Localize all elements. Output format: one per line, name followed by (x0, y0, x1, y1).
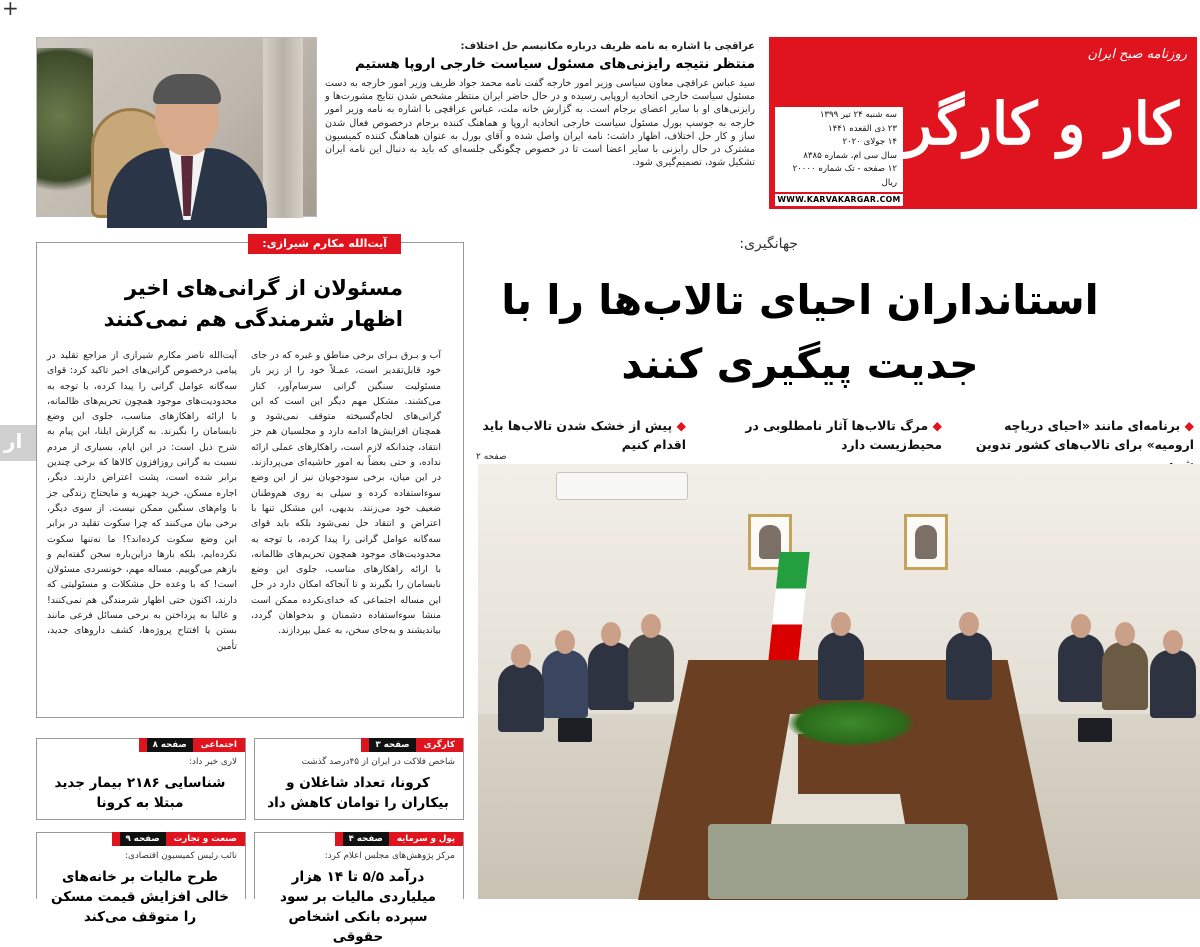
teaser-money-section: پول و سرمایه (396, 834, 455, 844)
top-story-body: سید عباس عراقچی معاون سیاسی وزیر امور خارجه گفت نامه محمد جواد ظریف وزیر امور خارجه به دست مسئول سیاست خارجی اتحادیه اروپایی رسیده و در حال حاضر ایران منتظر مشخص شدن نتایج مشورت‌ها و رایزنی‌های او با سایر اعضای برجام است. به گزارش خانه ملت، عباس عراقچی با اشاره به نامه وزیر امور خارجه به جوسپ بورل مسئول سیاست خارجی اتحادیه اروپا و هماهنگ کننده برجام درخصوص فعال شدن ساز و کار حل اختلاف، اظهار داشت: نامه ایران واصل شده و آقای بورل به عنوان هماهنگ کننده کمیسیون مشترک در حال رایزنی با سایر اعضا است تا در خصوص چگونگی جلسه‌ای که باید به دنبال این نامه ایران تشکیل شود، تصمیم‌گیری شود. (325, 78, 755, 169)
teaser-money-page: صفحه ۴ (343, 832, 389, 846)
lead-subhead-3 (476, 416, 686, 454)
issue-number: سال سی ام، شماره ۸۳۸۵ (803, 150, 897, 161)
editorial-columns (47, 348, 452, 654)
masthead-issue-info (775, 107, 903, 192)
bullet-icon: ◆ (1184, 418, 1194, 433)
teaser-labor-tag (361, 738, 463, 752)
teaser-labor-page: صفحه ۳ (369, 738, 415, 752)
teaser-social-kicker: لاری خبر داد: (189, 757, 237, 767)
teaser-social-page: صفحه ۸ (147, 738, 193, 752)
issue-date-lunar: ۲۳ ذی القعده ۱۴۴۱ (828, 123, 897, 134)
teaser-money[interactable] (254, 832, 464, 945)
top-story[interactable] (325, 40, 755, 169)
edge-ribbon (0, 425, 36, 461)
teaser-money-kicker: مرکز پژوهش‌های مجلس اعلام کرد: (324, 851, 455, 861)
teaser-industry-title[interactable]: طرح مالیات بر خانه‌های خالی افزایش قیمت مسکن را متوقف می‌کند (50, 869, 230, 925)
lead-kicker: جهانگیری: (739, 236, 798, 252)
teaser-money-title[interactable]: درآمد ۵/۵ تا ۱۴ هزار میلیاردی مالیات بر سود سپرده بانکی اشخاص حقوقی (280, 869, 436, 945)
teaser-labor-title[interactable]: کرونا، تعداد شاغلان و بیکاران را توامان کاهش داد (267, 775, 449, 811)
teaser-industry-section: صنعت و تجارت (173, 834, 237, 844)
teaser-social-title[interactable]: شناسایی ۲۱۸۶ بیمار جدید مبتلا به کرونا (54, 775, 226, 811)
editorial-box (36, 237, 464, 718)
masthead-url[interactable]: WWW.KARVAKARGAR.COM (775, 194, 903, 206)
lead-subhead-1-text: برنامه‌ای مانند «احیای دریاچه ارومیه» برای تالاب‌های کشور تدوین (975, 418, 1194, 452)
lead-page-ref[interactable]: صفحه ۲ (476, 452, 507, 462)
lead-subhead-3-text: پیش از خشک شدن تالاب‌ها باید اقدام کنیم (482, 418, 686, 452)
teaser-industry-page: صفحه ۹ (120, 832, 166, 846)
corner-plus-icon: + (2, 0, 19, 20)
air-conditioner (556, 472, 688, 500)
issue-date-gregorian: ۱۴ جولای ۲۰۲۰ (842, 137, 897, 147)
editorial-tag: آیت‌الله مکارم شیرازی: (248, 234, 401, 254)
masthead-tagline: روزنامه صبح ایران (1087, 47, 1187, 62)
issue-date-solar: سه شنبه ۲۴ تیر ۱۳۹۹ (819, 110, 897, 120)
teaser-labor[interactable] (254, 738, 464, 820)
lead-title[interactable]: استانداران احیای تالاب‌ها را با جدیت پیگیری کنند (501, 276, 1099, 388)
issue-price: ۱۲ صفحه - تک شماره ۲۰۰۰۰ ریال (792, 164, 897, 188)
teaser-labor-section: کارگری (423, 740, 455, 750)
teaser-social-tag (139, 738, 245, 752)
top-story-photo[interactable] (36, 37, 317, 217)
teaser-industry-tag (112, 832, 245, 846)
teaser-labor-kicker: شاخص فلاکت در ایران از ۴۵درصد گذشت (301, 757, 455, 767)
lead-subhead-2-text: مرگ تالاب‌ها آثار نامطلوبی در محیط‌زیست دارد (745, 418, 942, 452)
teaser-industry[interactable] (36, 832, 246, 925)
teaser-social-section: اجتماعی (200, 740, 237, 750)
bullet-icon: ◆ (676, 418, 686, 433)
editorial-title[interactable]: مسئولان از گرانی‌های اخیر اظهار شرمندگی هم نمی‌کنند (103, 276, 403, 331)
teaser-social[interactable] (36, 738, 246, 820)
lead-photo[interactable] (478, 464, 1200, 899)
edge-ribbon-text: ار (4, 429, 23, 453)
masthead-logo[interactable]: کار و کارگر (904, 90, 1179, 158)
teaser-money-tag (335, 832, 463, 846)
editorial-column-left: آب و بـرق بـرای برخی مناطق و غیره که در جای خود قابل‌تقدیر است، عمـلاً خود را از زیر بار مسئولیت سنگین گرانی سرسام‌آور، کنار می‌کشند. مشکل مهم دیگر این است که این گرانی‌های لجام‌گسیخته متوقف نمی‌شود و همچنان افزایش‌ها ادامه دارد و مجلسیان هم جز انتقاد، چندانکه لازم است، راهکارهای عملی ارائه نداده، و حتی بعضاً به امور حاشیه‌ای می‌پردازند. در این میان، برخی سودجویان نیز از این وضع سوءاستفاده کرده و سیلی به روی هم‌وطنان ضعیف خود می‌زنند. بدیهی، این مشکل تنها با اعتراض و انتقاد حل نمی‌شود بلکه باید قوای سه‌گانه عوامل گرانی را پیدا کرده، با توجه به محدودیت‌های موجود همچون تحریم‌های ظالمانه، با ارائه راهکارهای مناسب، جلوی این وضع نابسامان را بگیرند و تا آنجاکه امکان دارد در حل این مساله اجتماعی که خدای‌نکرده ممکن است منشا سوءاستفاده دشمنان و بدخواهان گردد، بیاندیشند و به‌جای سخن، به عمل بپردازند. (251, 350, 441, 637)
bullet-icon: ◆ (932, 418, 942, 433)
editorial-column-right: آیت‌الله ناصر مکارم شیرازی از مراجع تقلید در پیامی درخصوص گرانی‌های اخیر تاکید کرد: قوای سه‌گانه عوامل گرانی را پیدا کرده، با توجه به محدودیت‌های موجود همچون تحریم‌های ظالمانه، با ارائه راهکارهای مناسب، جلوی این وضع نابسامان را بگیرند. به گزارش ایلنا، این پیام به شرح ذیل است: در این ایام، بسیاری از مردم نسبت به گرانی روزافزون کالاها که برخی چندین برابر شده است، پشت اعتراض دارند. دیگر، اجاره مسکن، خرید جهیزیه و مایحتاج زندگی جز با وام‌های سنگین ممکن نیست. از سوی دیگر، برخی بیان می‌کنند که چرا سکوت تقلید در برابر این وضع سکوت کرده‌اند؟! ما نه‌تنها سکوت نکرده‌ایم، بلکه بارها دراین‌باره سخن گفته‌ایم و بازهم می‌گوییم. مساله مهم، خونسردی مسئولان است! که با وعده حل مشکلات و مسئولیتی که دارند، اکنون حتی اظهار شرمندگی هم نمی‌کنند! و غالبا به پرداختن به برخی مسائل فرعی مانند بستن یا افتتاح پروژه‌ها، کشف داروهای جدید، تأمین (47, 350, 237, 652)
top-story-headline[interactable]: منتظر نتیجه رایزنی‌های مسئول سیاست خارجی اروپا هستیم (354, 56, 755, 72)
lead-subhead-2 (716, 416, 942, 454)
masthead (769, 37, 1197, 209)
teaser-industry-kicker: نائب رئیس کمیسیون اقتصادی: (125, 851, 237, 861)
top-story-kicker: عراقچی با اشاره به نامه ظریف درباره مکانیسم حل اختلاف: (460, 41, 755, 52)
